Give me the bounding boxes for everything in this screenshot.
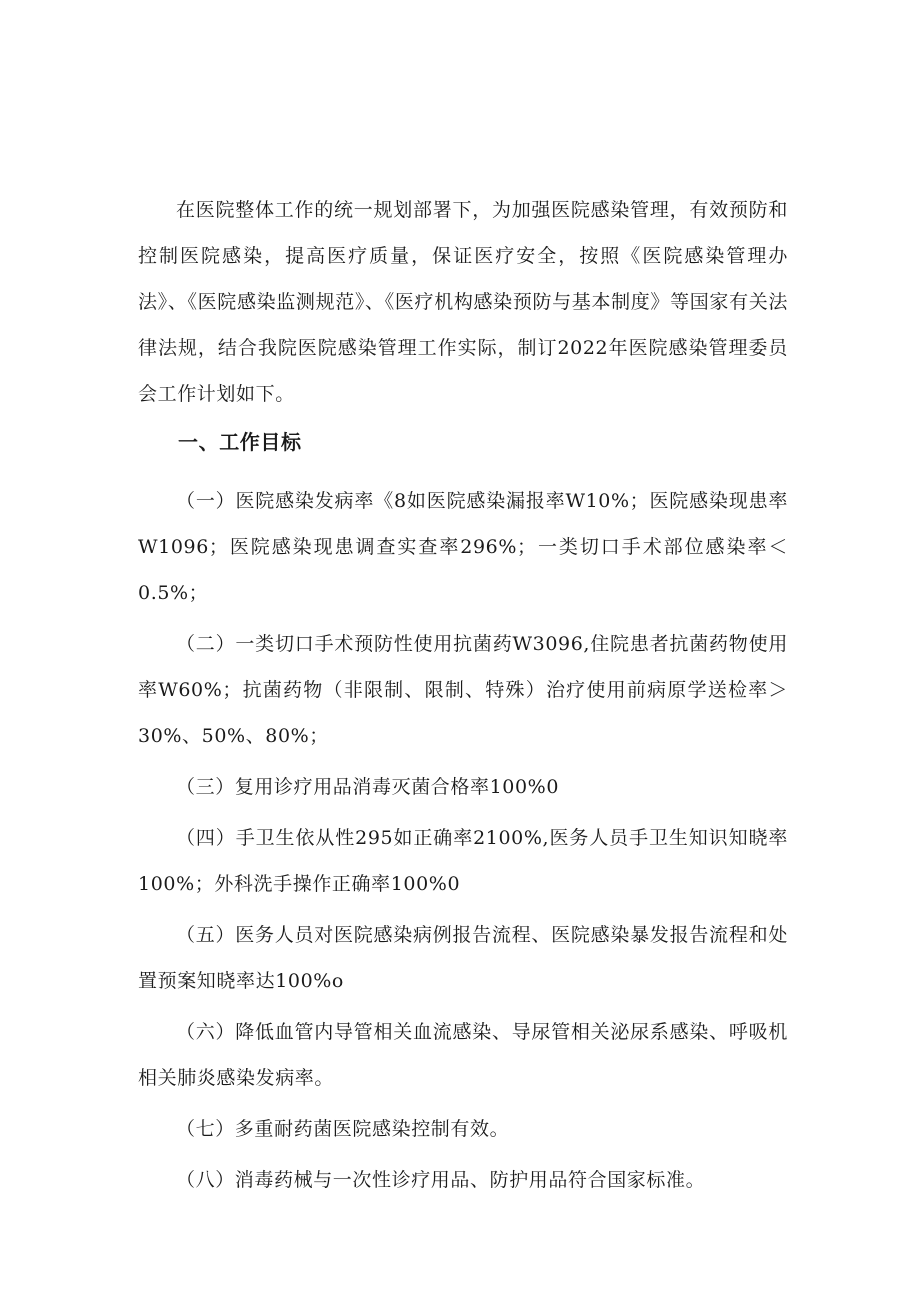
goal-item-8: （八）消毒药械与一次性诊疗用品、防护用品符合国家标准。 bbox=[176, 1169, 706, 1191]
goal-item-3: （三）复用诊疗用品消毒灭菌合格率100%0 bbox=[176, 776, 560, 798]
document-page bbox=[138, 187, 788, 1208]
goal-item-6: （六）降低血管内导管相关血流感染、导尿管相关泌尿系感染、呼吸机相关肺炎感染发病率。 bbox=[138, 1021, 788, 1089]
section-heading: 一、工作目标 bbox=[178, 430, 302, 454]
intro-paragraph: 在医院整体工作的统一规划部署下，为加强医院感染管理，有效预防和控制医院感染，提高医疗质量，保证医疗安全，按照《医院感染管理办法》、《医院感染监测规范》、《医疗机构感染预防与基本制度》等国家有关法律法规，结合我院医院感染管理工作实际，制订2022年医院感染管理委员会工作计划如下。 bbox=[138, 199, 788, 405]
goal-item-4: （四）手卫生依从性295如正确率2100%,医务人员手卫生知识知晓率100%；外科洗手操作正确率100%0 bbox=[138, 827, 788, 895]
goal-item-2: （二）一类切口手术预防性使用抗菌药W3096,住院患者抗菌药物使用率W60%；抗菌药物（非限制、限制、特殊）治疗使用前病原学送检率＞30%、50%、80%； bbox=[138, 633, 788, 747]
goal-item-5: （五）医务人员对医院感染病例报告流程、医院感染暴发报告流程和处置预案知晓率达100%o bbox=[138, 924, 788, 992]
goal-item-7: （七）多重耐药菌医院感染控制有效。 bbox=[176, 1118, 510, 1140]
goal-item-1: （一）医院感染发病率《8如医院感染漏报率W10%；医院感染现患率W1096；医院感染现患调查实查率296%；一类切口手术部位感染率＜0.5%； bbox=[138, 490, 788, 604]
